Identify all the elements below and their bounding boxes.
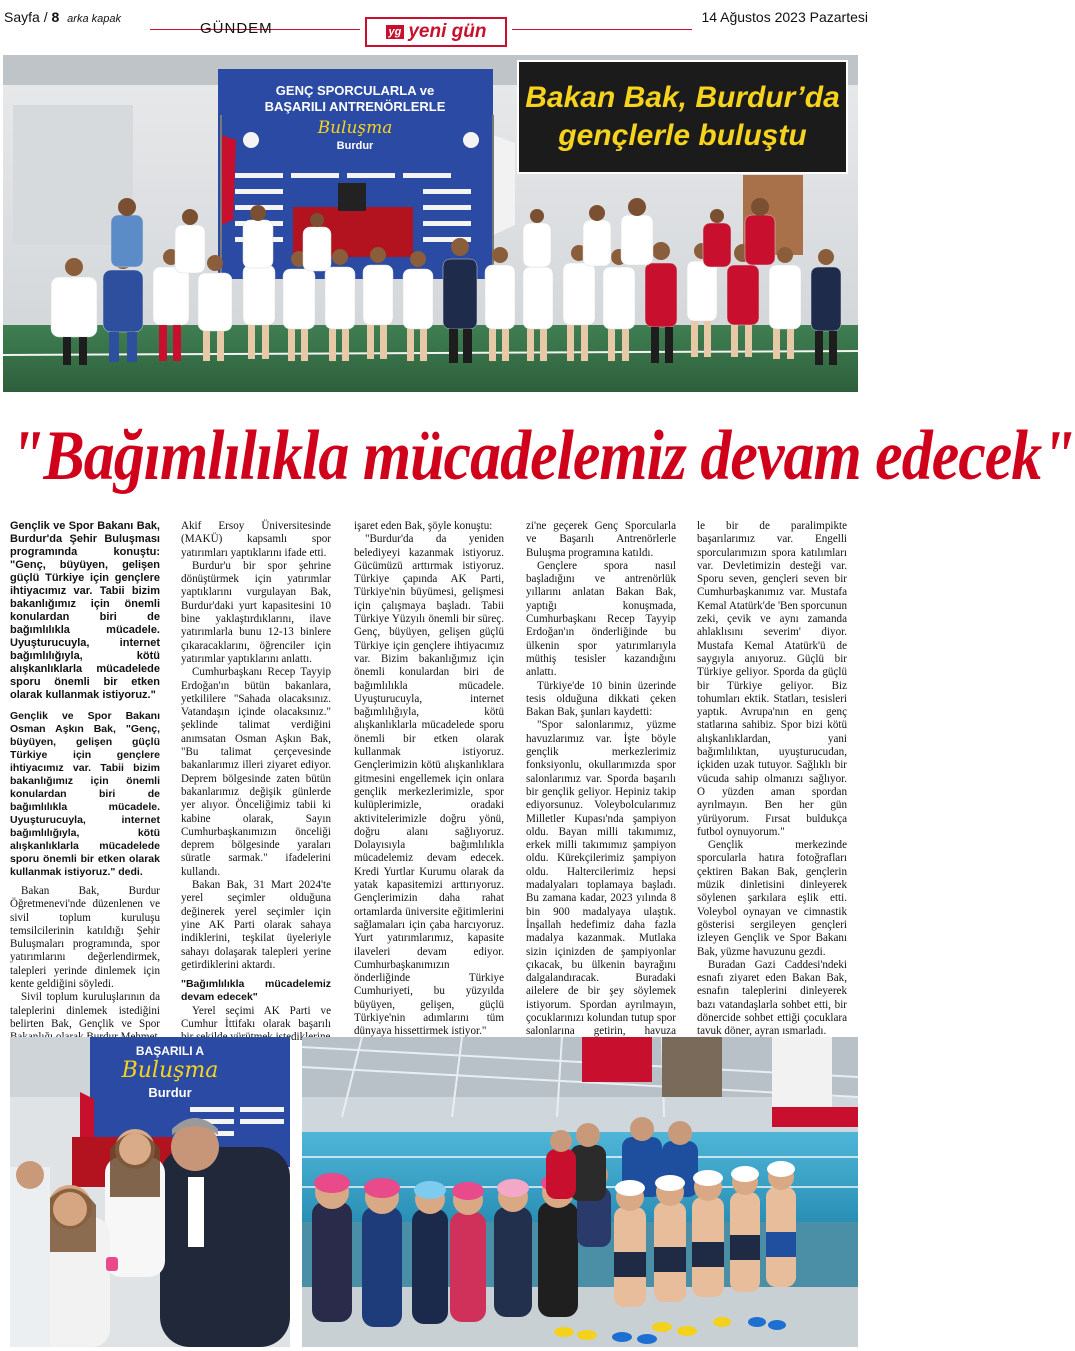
article-column-4: [526, 520, 676, 1065]
article-column-2: [181, 520, 331, 1045]
article-lead: Gençlik ve Spor Bakanı Bak, Burdur'da Şehir Buluşması programında konuştu: "Genç, büyüyen, gelişen güçlü Türkiye için gençlere ihtiyacımız var. Tabii bizim bakanlığımız için önemli konulardan biri de bağımlılıkla mücadele. Uyuşturucuyla, internet bağımlılığıyla, kötü alışkanlıklarla mücadelede sporu önemli bir etken olarak kullanmak istiyoruz.": [10, 520, 160, 701]
swimming-pool-image: [302, 1037, 858, 1347]
issue-date: 14 Ağustos 2023 Pazartesi: [701, 9, 868, 25]
bottom-right-photo: [302, 1037, 858, 1347]
article-column-5: [697, 520, 847, 1065]
section-label: GÜNDEM: [200, 20, 273, 37]
page-label: Sayfa /: [4, 9, 48, 25]
paragraph: "Burdur'da da yeniden belediyeyi kazanmak istiyoruz. Gücümüzü arttırmak istiyoruz. Türkiye çapında AK Parti, Türkiye'nin büyümesi, gelişmesi için çalışmaya başladı. Tabii Türkiye Yüzyılı önemli bir süreç. Genç, büyüyen, gelişen güçlü Türkiye için gençlere ihtiyacımız var. Bizim bakanlığımız için önemli konulardan biri de bağımlılıkla mücadele. Uyuşturucuyla, internet bağımlılığıyla, kötü alışkanlıklarla mücadelede sporu önemli bir etken olarak kullanmak istiyoruz. Gençlerimizin kötü alışkanlıklara gitmesini engellemek için onlara gençlik merkezlerimizle, spor kulüplerimizle, oradaki aktivitelerimizle doğru yönü, doğru alanı sağlıyoruz. Dolayısıyla bağımlılıkla mücadelemiz devam edecek. Kredi Yurtlar Kurumu olarak da yatak kapasitemizi arttırıyoruz. Gençlerimizin daha rahat ortamlarda üniversite eğitimlerini sağlamaları için çaba harcıyoruz. Yurt yatırımlarımız, kapasite ilaveleri devam ediyor. Cumhurbaşkanımızın önderliğinde Türkiye Cumhuriyeti, bu yüzyılda büyüyen, gelişen, güçlü Türkiye'nin adımlarını tüm dünyaya hissettirmek istiyor.": [354, 533, 504, 1038]
paragraph: "Spor salonlarımız, yüzme havuzlarımız var. İşte böyle gençlik merkezlerimiz fonksiyonlu, okullarımızda spor salonlarımız var. Sporda başarılı bir gençlik geliyor. Hepiniz takip ediyorsunuz. Voleybolcularımız Milletler Kupası'nda şampiyon oldu. Bayan milli takımımız, erkek milli takımımız şampiyon oldu. Kürekçilerimiz şampiyon oldu. Haltercilerimiz hepsi madalyaları toplamaya başladı. Bu zamana kadar, 2023 yılında 8 bin 900 madalyaya ulaştık. İnşallah hedefimiz daha fazla madalya kazanmak. Mutlaka sizin içinizden de şampiyonlar çıkacak, bu ülkenin bayrağını dalgalandıracak. Buradaki ailelere de bir şey söylemek istiyorum. Spordan ayrılmayın, çocuklarınızı kolundan tutup spor salonlarına getirin, havuza: [526, 719, 676, 1038]
paragraph: Gençlere spora nasıl başladığını ve antrenörlük yıllarını anlatan Bakan Bak, yaptığı konuşmada, Cumhurbaşkanı Recep Tayyip Erdoğan'ın önderliğinde bu ülkenin spor yatırımlarıyla müthiş tesisler kazandığını anlattı.: [526, 559, 676, 679]
paragraph: Bakan Bak, 31 Mart 2024'te yerel seçimler olduğuna değinerek yerel seçimler için yine AK Parti olarak sahaya indiklerini, teşkilat üyeleriyle sahayı dolaşarak talepleri yerine getirdiklerini aktardı.: [181, 879, 331, 971]
logo-text: yeni gün: [408, 21, 487, 42]
kicker-text: Bakan Bak, Burdur’da gençlerle buluştu: [525, 81, 840, 152]
banner-script: Buluşma: [317, 118, 393, 138]
article-intro: Gençlik ve Spor Bakanı Osman Aşkın Bak, "Genç, büyüyen, gelişen güçlü Türkiye için gençlere ihtiyacımız var. Tabii bizim bakanlığımız için önemli konulardan biri de bağımlılıkla mücadele. Uyuşturucuyla, internet bağımlılığıyla, kötü alışkanlıklarla mücadelede sporu önemli bir etken olarak kullanmak istiyoruz." dedi.: [10, 710, 160, 878]
subheading: "Bağımlılıkla mücadelemiz devam edecek": [181, 978, 331, 1004]
paragraph: Cumhurbaşkanı Recep Tayyip Erdoğan'ın bütün bakanlara, yetkililere "Sahada olacaksınız. Vatandaşın içinde olacaksınız." şeklinde talimat verdiğini anımsatan Osman Aşkın Bak, "Bu talimat çerçevesinde bakanlarımız illeri ziyaret ediyor. Deprem bölgesinde zaten bütün bakanlarımız değişik günlerde yer alıyor. Önceliğimiz tabii ki kabine olarak, Sayın Cumhurbaşkanımızın önceliği deprem bölgesinde yaraları süratle sarmak." ifadelerini kullandı.: [181, 666, 331, 878]
paragraph: Türkiye'de 10 binin üzerinde tesis olduğuna dikkati çeken Bakan Bak, şunları kaydetti:: [526, 679, 676, 719]
banner-line2: BAŞARILI ANTRENÖRLERLE: [264, 99, 446, 114]
logo-mark: yg: [386, 25, 405, 39]
paragraph: Burdur'u bir spor şehrine dönüştürmek için yatırımlar yaptıklarını vurgulayan Bak, Burdur'daki yurt kapasitesini 10 bine yaklaştırdıklarını, ilave yatırımlarla bunu 12-13 binlere çıkaracaklarını, öğrenciler için yatırımlar yaptıklarını anlattı.: [181, 559, 331, 665]
article-column-3: [354, 520, 504, 1084]
header-rule-right: [512, 29, 692, 30]
paragraph: zi'ne geçerek Genç Sporcularla ve Başarılı Antrenörlerle Buluşma programına katıldı.: [526, 520, 676, 559]
paragraph: Yerel seçimi AK Parti ve Cumhur İttifakı olarak başarılı: [181, 1004, 331, 1030]
kicker-box: [517, 60, 848, 174]
paragraph: le bir de paralimpikte başarılarımız var. Engelli sporcularımızın spora katılımları var. Devletimizin desteği var. Sporu seven, gençleri seven bir Cumhurbaşkanımız var. Mustafa Kemal Atatürk'de 'Ben sporcunun zeki, çevik ve aynı zamanda ahlaklısını severim' diyor. Mustafa Kemal Atatürk'ü de saygıyla anıyoruz. Güçlü bir Türkiye geliyor. Sporda da güçlü bir Türkiye geliyor. Biz tohumları ektik. Statları, tesisleri yaptık. Avrupa'nın en genç statlarına sahibiz. Spor bizi kötü alışkanlıklardan, yani bağımlılıktan, uyuşturucudan, içkiden uzak tutuyor. Sağlıklı bir vücuda sahip olmanızı sağlıyor. O yüzden aman spordan ayrılmayın. Ben her gün yürüyorum. Fırsat buldukça futbol oynuyorum.": [697, 520, 847, 838]
bottom-left-photo: [10, 1037, 290, 1347]
article-column-1: [10, 520, 160, 1045]
banner-city: Burdur: [148, 1085, 192, 1100]
banner-script: Buluşma: [121, 1058, 219, 1083]
paragraph: Sivil toplum kuruluşlarının da taleplerini dinlemek istediğini belirten Bak, Gençlik ve Spor: [10, 991, 160, 1030]
newspaper-logo: [365, 17, 507, 47]
paragraph: Akif Ersoy Üniversitesinde (MAKÜ) kapsamlı spor yatırımları yaptıklarını ifade etti.: [181, 520, 331, 559]
page-subtitle: arka kapak: [67, 13, 121, 25]
paragraph: Gençlik merkezinde sporcularla hatıra fotoğrafları çektiren Bakan Bak, gençlerin müzik dinletisini dinleyerek söylenen şarkılara eşlik etti. Voleybol oynayan ve cimnastik gösterisi sergileyen gençleri izleyen Gençlik ve Spor Bakanı Bak, yüzme havuzunu gezdi.: [697, 839, 847, 958]
paragraph: Buradan Gazi Caddesi'ndeki esnafı ziyaret eden Bakan Bak, esnafın taleplerini dinleyerek bazı vatandaşlarla sohbet etti, bir dönercide sohbet ettiği çocuklara tavuk döner, ayran ısmarladı.: [697, 958, 847, 1038]
paragraph: Bakan Bak, Burdur Öğretmenevi'nde düzenlenen ve sivil toplum kuruluşu temsilcilerinin katıldığı Şehir Buluşmaları programında, spor yatırımlarını değerlendirmek, talepleri yerinde dinlemek için kente geldiğini söyledi.: [10, 885, 160, 991]
banner-line1: BAŞARILI A: [135, 1044, 205, 1058]
page-number-value: 8: [51, 9, 60, 25]
page-number: [4, 9, 121, 25]
minister-with-girls-image: [10, 1037, 290, 1347]
paragraph: işaret eden Bak, şöyle konuştu:: [354, 520, 493, 532]
article-headline: "Bağımlılıkla mücadelemiz devam edecek": [10, 416, 1075, 496]
page-header: [0, 0, 872, 44]
banner-line1: GENÇ SPORCULARLA ve: [275, 83, 435, 98]
banner-city: Burdur: [336, 140, 374, 152]
